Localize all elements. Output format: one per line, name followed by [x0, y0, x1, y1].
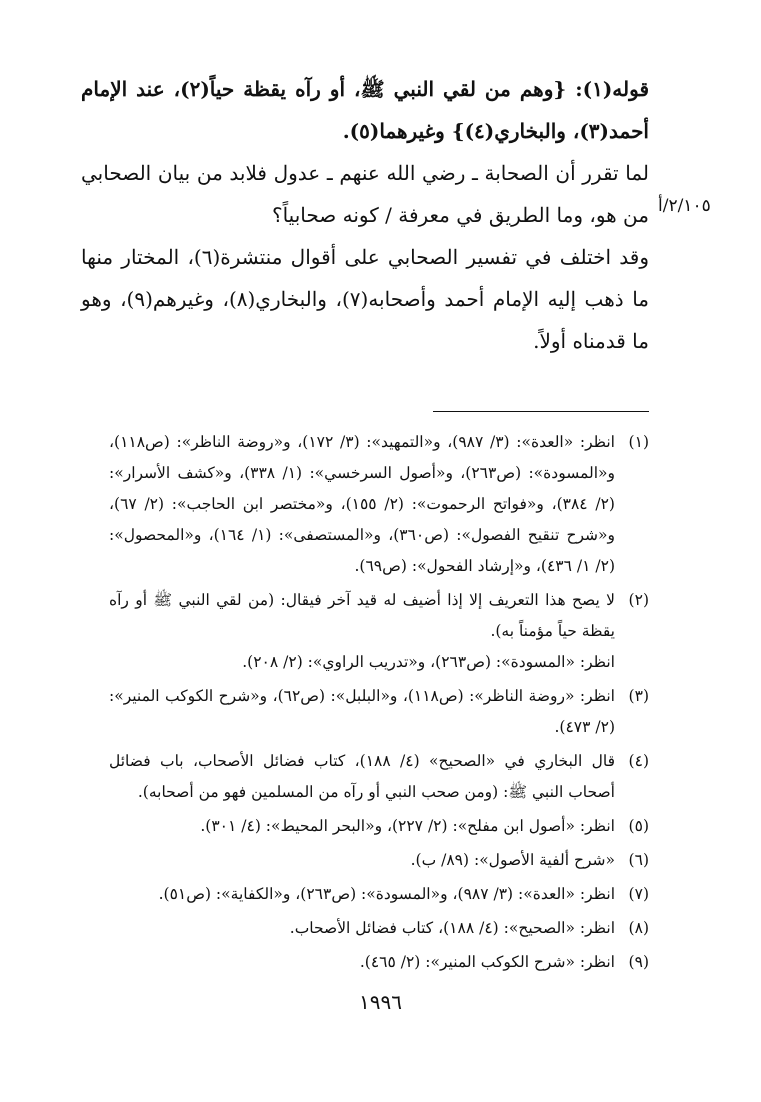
footnote-text [109, 427, 615, 582]
footnote-text [109, 746, 615, 808]
footnote-number: (٦) [628, 851, 649, 869]
footnote-divider [433, 411, 649, 412]
footnote-line: انظر: «روضة الناظر»: (ص١١٨)، و«البلبل»: (ص٦٢)، و«شرح الكوكب المنير»: (٢/ ٤٧٣). [109, 687, 615, 736]
footnote-number: (١) [628, 433, 649, 451]
footnote-line: انظر: «العدة»: (٣/ ٩٨٧)، و«المسودة»: (ص٢٦٣)، و«الكفاية»: (ص٥١). [158, 885, 615, 903]
footnote-text [109, 811, 615, 842]
footnote-number: (٢) [628, 591, 649, 609]
footnote-text [109, 585, 615, 678]
footnote [109, 913, 649, 944]
heading-paragraph: قوله(١): {وهم من لقي النبي ﷺ، أو رآه يقظة حياً(٢)، عند الإمام أحمد(٣)، والبخاري(٤)} وغيرهما(٥). [81, 77, 650, 143]
footnote-line: لا يصح هذا التعريف إلا إذا أضيف له قيد آخر فيقال: (من لقي النبي ﷺ أو رآه يقظة حياً مؤمناً به). [109, 591, 615, 640]
footnote [109, 879, 649, 910]
footnote-text [109, 947, 615, 978]
footnote-number: (٩) [628, 953, 649, 971]
body-paragraph-1: لما تقرر أن الصحابة ـ رضي الله عنهم ـ عدول فلابد من بيان الصحابي من هو، وما الطريق في معرفة / كونه صحابياً؟ [81, 161, 649, 227]
footnote-text [109, 913, 615, 944]
footnote [109, 746, 649, 808]
footnote-text [109, 845, 615, 876]
footnote-number: (٧) [628, 885, 649, 903]
body-paragraph-2: وقد اختلف في تفسير الصحابي على أقوال منتشرة(٦)، المختار منها ما ذهب إليه الإمام أحمد وأصحابه(٧)، والبخاري(٨)، وغيرهم(٩)، وهو ما قدمناه أولاً. [81, 245, 649, 353]
footnote-line: انظر: «العدة»: (٣/ ٩٨٧)، و«التمهيد»: (٣/ ١٧٢)، و«روضة الناظر»: (ص١١٨)، و«المسودة»: (ص٢٦٣)، و«أصول السرخسي»: (١/ ٣٣٨)، و«كشف الأسرار»: (٢/ ٣٨٤)، و«فواتح الرحموت»: (٢/ ١٥٥)، و«مختصر ابن الحاجب»: (٢/ ٦٧)، و«شرح تنقيح الفصول»: (ص٣٦٠)، و«المستصفى»: (١/ ١٦٤)، و«المحصول»: (٢/ ١/ ٤٣٦)، و«إرشاد الفحول»: (ص٦٩). [109, 433, 615, 575]
footnote-number: (٤) [628, 752, 649, 770]
page-number: ١٩٩٦ [359, 990, 402, 1014]
footnote-line: انظر: «شرح الكوكب المنير»: (٢/ ٤٦٥). [359, 953, 615, 971]
footnotes [109, 427, 649, 981]
footnote [109, 845, 649, 876]
footnote-text [109, 879, 615, 910]
footnote [109, 427, 649, 582]
footnote-text [109, 681, 615, 743]
footnote [109, 947, 649, 978]
footnote-number: (٨) [628, 919, 649, 937]
manuscript-folio-ref: ٢/١٠٥/أ [658, 196, 711, 216]
footnote-number: (٣) [628, 687, 649, 705]
footnote-line: «شرح ألفية الأصول»: (٨٩/ ب). [410, 851, 615, 869]
footnote [109, 585, 649, 678]
footnote-line: انظر: «أصول ابن مفلح»: (٢/ ٢٢٧)، و«البحر المحيط»: (٤/ ٣٠١). [200, 817, 615, 835]
footnote [109, 811, 649, 842]
footnote [109, 681, 649, 743]
footnote-line: انظر: «المسودة»: (ص٢٦٣)، و«تدريب الراوي»: (٢/ ٢٠٨). [242, 653, 615, 671]
main-text [81, 68, 649, 362]
footnote-line: قال البخاري في «الصحيح» (٤/ ١٨٨)، كتاب فضائل الأصحاب، باب فضائل أصحاب النبي ﷺ: (ومن صحب النبي أو رآه من المسلمين فهو من أصحابه). [109, 752, 615, 801]
footnote-number: (٥) [628, 817, 649, 835]
footnote-line: انظر: «الصحيح»: (٤/ ١٨٨)، كتاب فضائل الأصحاب. [289, 919, 615, 937]
